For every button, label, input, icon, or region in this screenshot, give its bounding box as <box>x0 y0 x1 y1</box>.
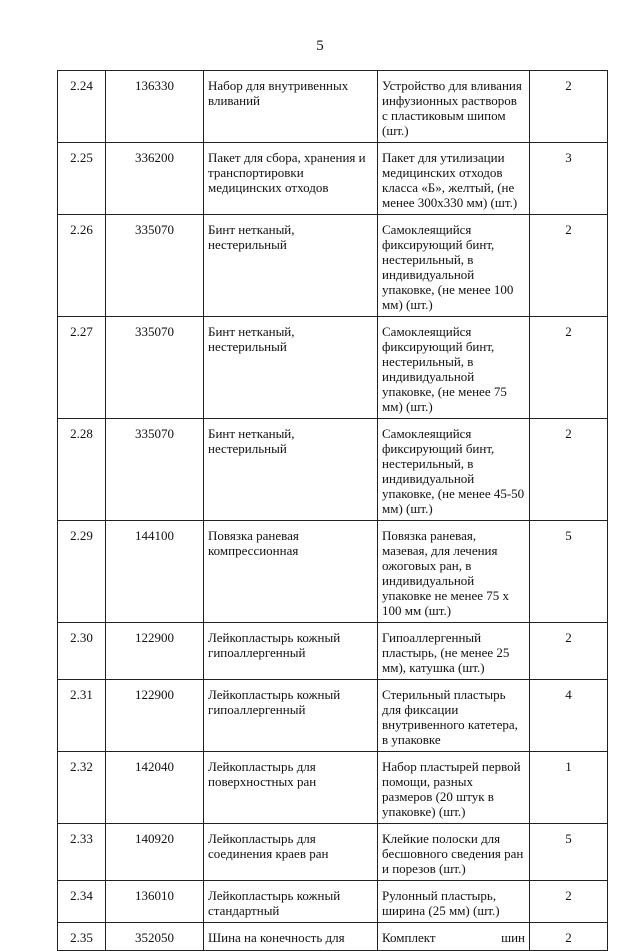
item-name: Набор для внутривенных вливаний <box>204 71 378 143</box>
item-code: 352050 <box>106 923 204 951</box>
item-description: Стерильный пластырь для фиксации внутривенного катетера, в упаковке <box>378 680 530 752</box>
table-row <box>58 71 608 143</box>
row-number: 2.31 <box>58 680 106 752</box>
item-description: Набор пластырей первой помощи, разных размеров (20 штук в упаковке) (шт.) <box>378 752 530 824</box>
row-number: 2.30 <box>58 623 106 680</box>
item-code: 122900 <box>106 623 204 680</box>
table-row <box>58 419 608 521</box>
item-name: Шина на конечность для <box>204 923 378 951</box>
item-code: 335070 <box>106 317 204 419</box>
row-number: 2.28 <box>58 419 106 521</box>
row-number: 2.33 <box>58 824 106 881</box>
item-quantity: 5 <box>530 521 608 623</box>
item-name: Лейкопластырь для поверхностных ран <box>204 752 378 824</box>
item-description: Клейкие полоски для бесшовного сведения ран и порезов (шт.) <box>378 824 530 881</box>
item-code: 136330 <box>106 71 204 143</box>
item-name: Бинт нетканый, нестерильный <box>204 317 378 419</box>
item-code: 122900 <box>106 680 204 752</box>
table-row <box>58 824 608 881</box>
table-row <box>58 317 608 419</box>
table-row <box>58 881 608 923</box>
item-description: Самоклеящийся фиксирующий бинт, нестерильный, в индивидуальной упаковке, (не менее 100 мм) (шт.) <box>378 215 530 317</box>
table-row <box>58 752 608 824</box>
item-name: Бинт нетканый, нестерильный <box>204 419 378 521</box>
table-row <box>58 215 608 317</box>
item-code: 144100 <box>106 521 204 623</box>
item-name: Лейкопластырь кожный гипоаллергенный <box>204 623 378 680</box>
row-number: 2.35 <box>58 923 106 951</box>
item-description: Устройство для вливания инфузионных растворов с пластиковым шипом (шт.) <box>378 71 530 143</box>
item-code: 335070 <box>106 215 204 317</box>
item-name: Повязка раневая компрессионная <box>204 521 378 623</box>
item-quantity: 3 <box>530 143 608 215</box>
item-name: Пакет для сбора, хранения и транспортировки медицинских отходов <box>204 143 378 215</box>
table-row <box>58 923 608 951</box>
table-row <box>58 680 608 752</box>
item-quantity: 2 <box>530 923 608 951</box>
item-quantity: 1 <box>530 752 608 824</box>
item-name: Лейкопластырь для соединения краев ран <box>204 824 378 881</box>
item-name: Лейкопластырь кожный гипоаллергенный <box>204 680 378 752</box>
item-code: 336200 <box>106 143 204 215</box>
item-description: Повязка раневая, мазевая, для лечения ожоговых ран, в индивидуальной упаковке не менее 75 х 100 мм (шт.) <box>378 521 530 623</box>
item-code: 335070 <box>106 419 204 521</box>
item-description: Гипоаллергенный пластырь, (не менее 25 мм), катушка (шт.) <box>378 623 530 680</box>
item-code: 142040 <box>106 752 204 824</box>
row-number: 2.27 <box>58 317 106 419</box>
item-description: Пакет для утилизации медицинских отходов класса «Б», желтый, (не менее 300х330 мм) (шт.) <box>378 143 530 215</box>
row-number: 2.24 <box>58 71 106 143</box>
item-quantity: 4 <box>530 680 608 752</box>
item-quantity: 5 <box>530 824 608 881</box>
item-quantity: 2 <box>530 419 608 521</box>
item-code: 140920 <box>106 824 204 881</box>
item-description-right: шин <box>501 930 525 945</box>
item-description-left: Комплект <box>382 930 436 945</box>
row-number: 2.26 <box>58 215 106 317</box>
item-quantity: 2 <box>530 71 608 143</box>
table-row <box>58 521 608 623</box>
table-row <box>58 623 608 680</box>
row-number: 2.29 <box>58 521 106 623</box>
items-table <box>57 70 608 951</box>
row-number: 2.34 <box>58 881 106 923</box>
item-name: Бинт нетканый, нестерильный <box>204 215 378 317</box>
row-number: 2.32 <box>58 752 106 824</box>
item-code: 136010 <box>106 881 204 923</box>
item-quantity: 2 <box>530 881 608 923</box>
item-description <box>378 923 530 951</box>
table-row <box>58 143 608 215</box>
item-quantity: 2 <box>530 317 608 419</box>
page-number: 5 <box>316 38 324 54</box>
item-description: Самоклеящийся фиксирующий бинт, нестерильный, в индивидуальной упаковке, (не менее 75 мм) (шт.) <box>378 317 530 419</box>
item-description: Самоклеящийся фиксирующий бинт, нестерильный, в индивидуальной упаковке, (не менее 45-50 мм) (шт.) <box>378 419 530 521</box>
row-number: 2.25 <box>58 143 106 215</box>
item-name: Лейкопластырь кожный стандартный <box>204 881 378 923</box>
item-quantity: 2 <box>530 623 608 680</box>
item-description: Рулонный пластырь, ширина (25 мм) (шт.) <box>378 881 530 923</box>
item-quantity: 2 <box>530 215 608 317</box>
